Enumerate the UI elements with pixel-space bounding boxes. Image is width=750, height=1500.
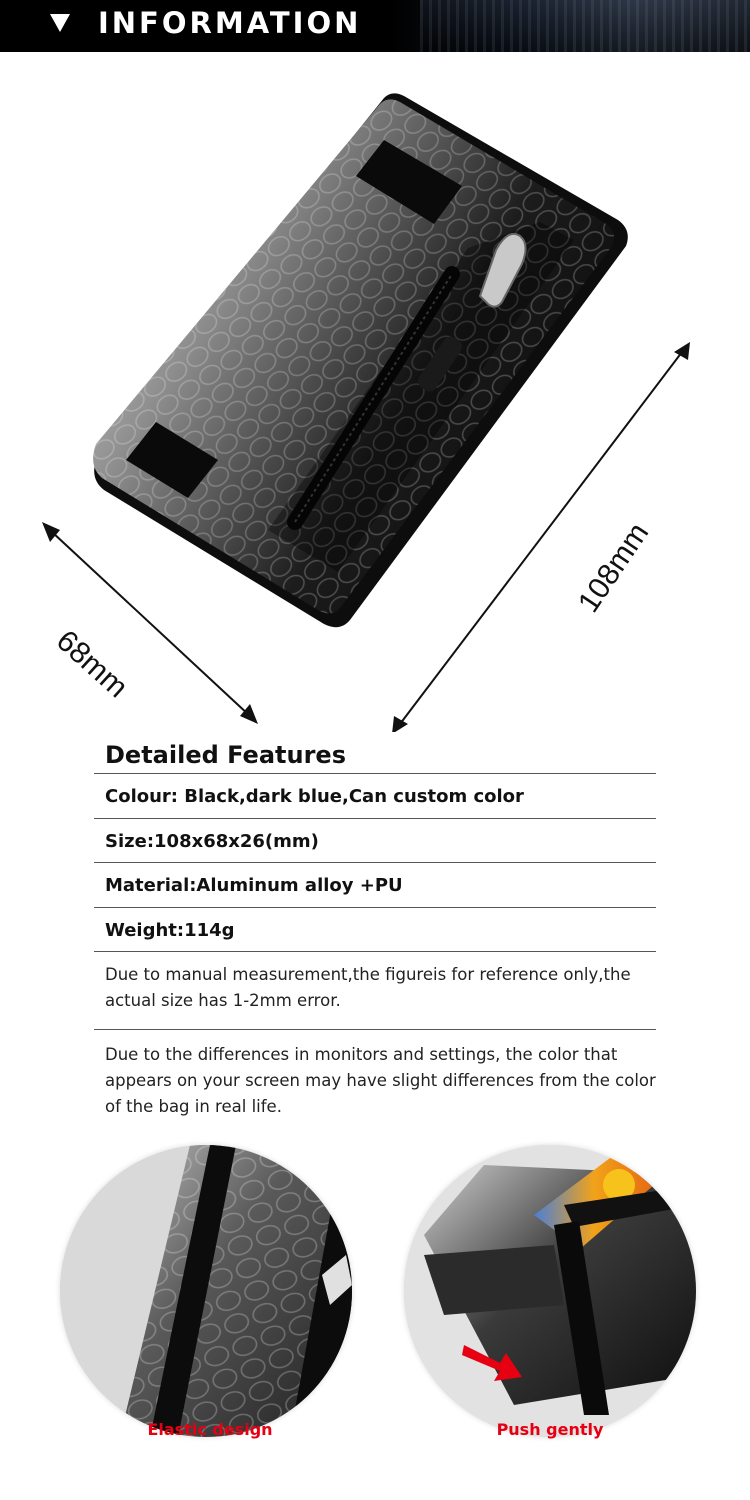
features-section [94,730,656,1120]
width-dimension-label: 68mm [49,624,134,705]
detail-image-elastic [60,1145,352,1437]
wallet-image [0,52,750,732]
color-note: Due to the differences in monitors and settings, the color that appears on your screen may have slight differences from the color of the bag in real life. [105,1045,656,1116]
header-title: INFORMATION [98,6,362,40]
product-illustration [0,52,750,732]
features-heading: Detailed Features [94,730,656,774]
feature-size: Size:108x68x26(mm) [94,819,656,864]
feature-colour: Colour: Black,dark blue,Can custom color [94,774,656,819]
detail-image-push [404,1145,696,1437]
length-dimension-label: 108mm [572,517,656,619]
banner-city-background [420,0,750,52]
header-banner [0,0,750,52]
feature-weight: Weight:114g [94,908,656,953]
triangle-down-icon [50,14,70,32]
measurement-note: Due to manual measurement,the figureis for reference only,the actual size has 1-2mm error. [94,952,656,1030]
feature-material: Material:Aluminum alloy +PU [94,863,656,908]
caption-elastic-design: Elastic design [147,1420,273,1439]
caption-push-gently: Push gently [496,1420,604,1439]
